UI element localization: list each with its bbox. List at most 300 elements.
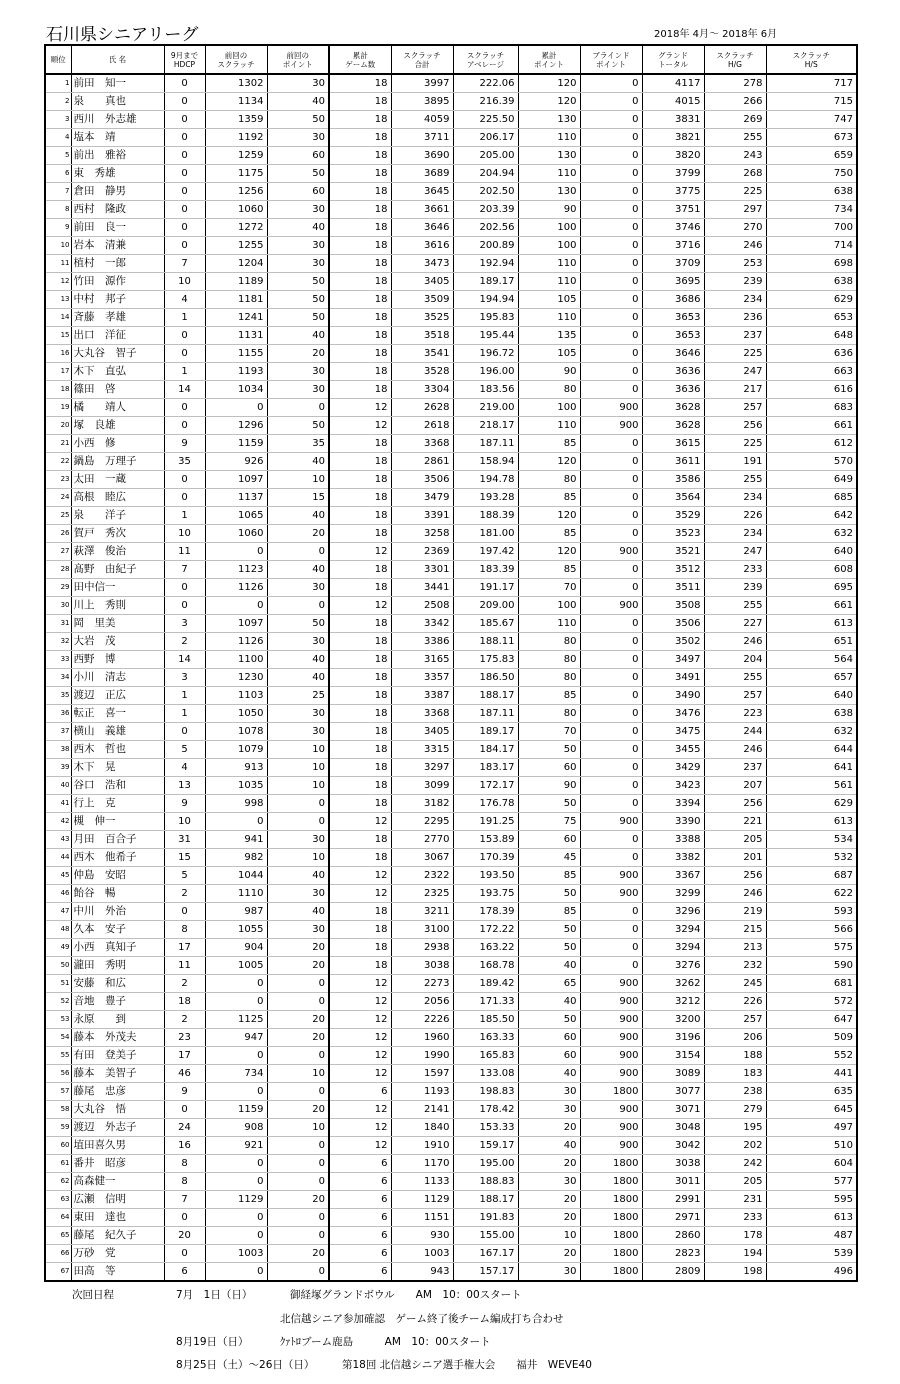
cell-prev-scratch: 0 [205, 1227, 267, 1245]
table-row [45, 903, 857, 921]
cell-high-series: 661 [766, 597, 857, 615]
cell-high-game: 201 [704, 849, 766, 867]
cell-prev-scratch: 1123 [205, 561, 267, 579]
table-row [45, 543, 857, 561]
cell-scratch-total: 3315 [391, 741, 453, 759]
cell-prev-points: 20 [267, 939, 329, 957]
cell-high-series: 552 [766, 1047, 857, 1065]
cell-scratch-total: 3387 [391, 687, 453, 705]
cell-prev-points: 40 [267, 219, 329, 237]
cell-rank: 33 [45, 651, 71, 669]
cell-rank: 51 [45, 975, 71, 993]
cell-prev-points: 30 [267, 633, 329, 651]
cell-high-game: 239 [704, 273, 766, 291]
cell-high-series: 695 [766, 579, 857, 597]
cell-rank: 21 [45, 435, 71, 453]
cell-player-name: 埴田喜久男 [71, 1137, 164, 1155]
cell-scratch-average: 168.78 [453, 957, 518, 975]
cell-total-points: 110 [518, 255, 580, 273]
cell-player-name: 木下 直弘 [71, 363, 164, 381]
cell-blind-points: 0 [580, 723, 642, 741]
cell-player-name: 中村 邦子 [71, 291, 164, 309]
cell-hdcp: 2 [164, 975, 205, 993]
cell-hdcp: 0 [164, 219, 205, 237]
table-row [45, 1011, 857, 1029]
cell-scratch-average: 178.39 [453, 903, 518, 921]
cell-scratch-average: 184.17 [453, 741, 518, 759]
cell-grand-total: 3821 [642, 129, 704, 147]
cell-grand-total: 3490 [642, 687, 704, 705]
cell-scratch-average: 157.17 [453, 1263, 518, 1282]
table-row [45, 705, 857, 723]
cell-prev-scratch: 1192 [205, 129, 267, 147]
cell-games: 18 [329, 309, 391, 327]
cell-scratch-total: 3479 [391, 489, 453, 507]
cell-blind-points: 0 [580, 849, 642, 867]
cell-games: 18 [329, 327, 391, 345]
cell-scratch-total: 2273 [391, 975, 453, 993]
cell-prev-scratch: 921 [205, 1137, 267, 1155]
cell-prev-points: 40 [267, 669, 329, 687]
cell-scratch-total: 3690 [391, 147, 453, 165]
cell-high-series: 509 [766, 1029, 857, 1047]
cell-hdcp: 0 [164, 327, 205, 345]
cell-blind-points: 900 [580, 1065, 642, 1083]
cell-player-name: 岩本 清兼 [71, 237, 164, 255]
cell-player-name: 転正 喜一 [71, 705, 164, 723]
cell-grand-total: 2823 [642, 1245, 704, 1263]
cell-hdcp: 0 [164, 165, 205, 183]
cell-hdcp: 8 [164, 921, 205, 939]
cell-scratch-average: 165.83 [453, 1047, 518, 1065]
cell-total-points: 10 [518, 1227, 580, 1245]
cell-rank: 1 [45, 74, 71, 93]
table-row [45, 525, 857, 543]
cell-scratch-total: 3182 [391, 795, 453, 813]
cell-prev-scratch: 1110 [205, 885, 267, 903]
cell-total-points: 20 [518, 1119, 580, 1137]
cell-games: 12 [329, 867, 391, 885]
cell-scratch-average: 181.00 [453, 525, 518, 543]
cell-grand-total: 3831 [642, 111, 704, 129]
cell-player-name: 大丸谷 悟 [71, 1101, 164, 1119]
cell-scratch-average: 202.56 [453, 219, 518, 237]
cell-hdcp: 11 [164, 957, 205, 975]
cell-rank: 13 [45, 291, 71, 309]
cell-hdcp: 16 [164, 1137, 205, 1155]
cell-prev-scratch: 1181 [205, 291, 267, 309]
cell-blind-points: 900 [580, 1011, 642, 1029]
cell-scratch-average: 187.11 [453, 435, 518, 453]
cell-rank: 22 [45, 453, 71, 471]
cell-high-series: 622 [766, 885, 857, 903]
cell-total-points: 120 [518, 453, 580, 471]
cell-total-points: 50 [518, 885, 580, 903]
cell-scratch-average: 155.00 [453, 1227, 518, 1245]
table-body [45, 74, 857, 1281]
cell-high-game: 205 [704, 1173, 766, 1191]
cell-prev-scratch: 1005 [205, 957, 267, 975]
cell-games: 18 [329, 201, 391, 219]
cell-scratch-total: 3518 [391, 327, 453, 345]
cell-player-name: 木下 晃 [71, 759, 164, 777]
cell-games: 18 [329, 74, 391, 93]
cell-blind-points: 0 [580, 939, 642, 957]
cell-rank: 23 [45, 471, 71, 489]
cell-prev-points: 50 [267, 111, 329, 129]
cell-high-series: 698 [766, 255, 857, 273]
cell-rank: 53 [45, 1011, 71, 1029]
cell-high-series: 685 [766, 489, 857, 507]
cell-high-series: 595 [766, 1191, 857, 1209]
cell-games: 18 [329, 93, 391, 111]
cell-grand-total: 3455 [642, 741, 704, 759]
cell-prev-scratch: 734 [205, 1065, 267, 1083]
cell-hdcp: 10 [164, 273, 205, 291]
cell-rank: 38 [45, 741, 71, 759]
cell-grand-total: 2971 [642, 1209, 704, 1227]
cell-games: 18 [329, 723, 391, 741]
cell-prev-scratch: 904 [205, 939, 267, 957]
cell-high-series: 575 [766, 939, 857, 957]
cell-total-points: 135 [518, 327, 580, 345]
cell-high-game: 213 [704, 939, 766, 957]
cell-total-points: 105 [518, 291, 580, 309]
cell-hdcp: 0 [164, 1209, 205, 1227]
cell-total-points: 85 [518, 903, 580, 921]
cell-rank: 19 [45, 399, 71, 417]
cell-rank: 56 [45, 1065, 71, 1083]
cell-high-game: 247 [704, 363, 766, 381]
cell-high-series: 715 [766, 93, 857, 111]
cell-hdcp: 7 [164, 1191, 205, 1209]
cell-grand-total: 3506 [642, 615, 704, 633]
cell-total-points: 45 [518, 849, 580, 867]
cell-high-series: 717 [766, 74, 857, 93]
cell-prev-points: 30 [267, 579, 329, 597]
cell-total-points: 60 [518, 831, 580, 849]
cell-player-name: 高森健一 [71, 1173, 164, 1191]
cell-blind-points: 0 [580, 345, 642, 363]
cell-prev-points: 50 [267, 615, 329, 633]
cell-high-game: 195 [704, 1119, 766, 1137]
cell-hdcp: 4 [164, 759, 205, 777]
cell-prev-points: 0 [267, 1155, 329, 1173]
cell-hdcp: 0 [164, 399, 205, 417]
cell-games: 18 [329, 129, 391, 147]
cell-prev-points: 20 [267, 957, 329, 975]
table-row [45, 219, 857, 237]
cell-hdcp: 3 [164, 615, 205, 633]
cell-total-points: 80 [518, 471, 580, 489]
cell-high-series: 683 [766, 399, 857, 417]
cell-grand-total: 3294 [642, 921, 704, 939]
cell-grand-total: 3394 [642, 795, 704, 813]
table-row [45, 147, 857, 165]
cell-high-game: 237 [704, 759, 766, 777]
cell-hdcp: 7 [164, 561, 205, 579]
cell-player-name: 音地 豊子 [71, 993, 164, 1011]
cell-prev-points: 20 [267, 1101, 329, 1119]
cell-total-points: 110 [518, 417, 580, 435]
cell-high-game: 246 [704, 885, 766, 903]
cell-scratch-total: 2325 [391, 885, 453, 903]
header-total-points: 累計 ポイント [518, 45, 580, 74]
cell-games: 12 [329, 597, 391, 615]
schedule-date-1: 7月 1日（日） [176, 1289, 253, 1301]
cell-scratch-average: 203.39 [453, 201, 518, 219]
cell-prev-points: 15 [267, 489, 329, 507]
cell-blind-points: 1800 [580, 1083, 642, 1101]
cell-player-name: 藤本 外茂夫 [71, 1029, 164, 1047]
cell-prev-points: 0 [267, 597, 329, 615]
cell-scratch-average: 153.89 [453, 831, 518, 849]
cell-prev-points: 50 [267, 291, 329, 309]
cell-prev-scratch: 1296 [205, 417, 267, 435]
schedule-label: 次回日程 [72, 1289, 114, 1301]
cell-blind-points: 900 [580, 867, 642, 885]
cell-hdcp: 1 [164, 687, 205, 705]
cell-blind-points: 0 [580, 507, 642, 525]
cell-high-game: 178 [704, 1227, 766, 1245]
cell-games: 18 [329, 147, 391, 165]
cell-prev-points: 50 [267, 165, 329, 183]
cell-total-points: 130 [518, 147, 580, 165]
cell-scratch-average: 209.00 [453, 597, 518, 615]
cell-high-series: 564 [766, 651, 857, 669]
table-row [45, 1047, 857, 1065]
cell-prev-scratch: 1131 [205, 327, 267, 345]
cell-player-name: 行上 克 [71, 795, 164, 813]
cell-total-points: 80 [518, 633, 580, 651]
cell-player-name: 橘 靖人 [71, 399, 164, 417]
cell-player-name: 有田 登美子 [71, 1047, 164, 1065]
cell-prev-scratch: 1050 [205, 705, 267, 723]
cell-scratch-average: 206.17 [453, 129, 518, 147]
cell-player-name: 萩澤 俊治 [71, 543, 164, 561]
table-row [45, 813, 857, 831]
cell-rank: 62 [45, 1173, 71, 1191]
cell-prev-scratch: 0 [205, 1155, 267, 1173]
cell-games: 6 [329, 1191, 391, 1209]
cell-hdcp: 2 [164, 885, 205, 903]
cell-high-game: 279 [704, 1101, 766, 1119]
cell-games: 18 [329, 903, 391, 921]
cell-hdcp: 0 [164, 129, 205, 147]
cell-player-name: 泉 真也 [71, 93, 164, 111]
cell-total-points: 65 [518, 975, 580, 993]
cell-high-game: 255 [704, 129, 766, 147]
cell-scratch-total: 3646 [391, 219, 453, 237]
cell-prev-points: 40 [267, 867, 329, 885]
cell-total-points: 80 [518, 705, 580, 723]
cell-scratch-average: 192.94 [453, 255, 518, 273]
cell-high-series: 700 [766, 219, 857, 237]
cell-high-game: 202 [704, 1137, 766, 1155]
cell-high-game: 237 [704, 327, 766, 345]
table-row [45, 1227, 857, 1245]
cell-hdcp: 13 [164, 777, 205, 795]
table-row [45, 1191, 857, 1209]
cell-prev-points: 0 [267, 1227, 329, 1245]
cell-total-points: 130 [518, 183, 580, 201]
cell-hdcp: 46 [164, 1065, 205, 1083]
cell-total-points: 30 [518, 1101, 580, 1119]
cell-scratch-total: 3165 [391, 651, 453, 669]
cell-blind-points: 1800 [580, 1263, 642, 1282]
cell-hdcp: 1 [164, 309, 205, 327]
cell-rank: 63 [45, 1191, 71, 1209]
cell-player-name: 塚 良雄 [71, 417, 164, 435]
cell-grand-total: 3628 [642, 399, 704, 417]
table-row [45, 363, 857, 381]
cell-scratch-total: 3038 [391, 957, 453, 975]
cell-total-points: 90 [518, 777, 580, 795]
cell-high-series: 636 [766, 345, 857, 363]
cell-scratch-total: 3067 [391, 849, 453, 867]
cell-grand-total: 3564 [642, 489, 704, 507]
cell-rank: 52 [45, 993, 71, 1011]
cell-high-series: 593 [766, 903, 857, 921]
cell-high-game: 204 [704, 651, 766, 669]
schedule-date-3: 8月19日（日） [176, 1336, 249, 1348]
cell-scratch-average: 219.00 [453, 399, 518, 417]
cell-hdcp: 14 [164, 381, 205, 399]
cell-scratch-average: 194.78 [453, 471, 518, 489]
table-row [45, 255, 857, 273]
cell-prev-points: 40 [267, 561, 329, 579]
schedule-text-1: 御経塚グランドボウル AM 10：00スタート [290, 1289, 522, 1301]
cell-games: 12 [329, 885, 391, 903]
cell-total-points: 60 [518, 1047, 580, 1065]
cell-prev-points: 30 [267, 723, 329, 741]
schedule-date-4: 8月25日（土）～26日（日） [176, 1359, 315, 1371]
cell-high-game: 219 [704, 903, 766, 921]
cell-prev-scratch: 1255 [205, 237, 267, 255]
cell-prev-scratch: 1055 [205, 921, 267, 939]
cell-total-points: 20 [518, 1191, 580, 1209]
cell-blind-points: 0 [580, 579, 642, 597]
cell-games: 12 [329, 417, 391, 435]
cell-grand-total: 3646 [642, 345, 704, 363]
cell-high-game: 256 [704, 867, 766, 885]
cell-rank: 7 [45, 183, 71, 201]
cell-grand-total: 4117 [642, 74, 704, 93]
cell-rank: 39 [45, 759, 71, 777]
cell-blind-points: 0 [580, 957, 642, 975]
cell-scratch-average: 195.00 [453, 1155, 518, 1173]
cell-games: 12 [329, 1011, 391, 1029]
cell-hdcp: 0 [164, 237, 205, 255]
cell-scratch-total: 930 [391, 1227, 453, 1245]
cell-high-series: 608 [766, 561, 857, 579]
cell-high-series: 572 [766, 993, 857, 1011]
cell-scratch-average: 196.00 [453, 363, 518, 381]
cell-prev-scratch: 1256 [205, 183, 267, 201]
cell-prev-points: 40 [267, 327, 329, 345]
cell-rank: 48 [45, 921, 71, 939]
cell-scratch-total: 1133 [391, 1173, 453, 1191]
cell-scratch-average: 189.17 [453, 273, 518, 291]
cell-player-name: 倉田 静男 [71, 183, 164, 201]
cell-games: 18 [329, 453, 391, 471]
cell-games: 18 [329, 561, 391, 579]
cell-scratch-total: 1003 [391, 1245, 453, 1263]
cell-scratch-average: 191.25 [453, 813, 518, 831]
cell-high-game: 257 [704, 1011, 766, 1029]
cell-prev-scratch: 1097 [205, 471, 267, 489]
table-row [45, 381, 857, 399]
cell-rank: 15 [45, 327, 71, 345]
cell-rank: 50 [45, 957, 71, 975]
cell-total-points: 40 [518, 1137, 580, 1155]
table-row [45, 237, 857, 255]
cell-high-game: 266 [704, 93, 766, 111]
cell-high-game: 226 [704, 507, 766, 525]
cell-hdcp: 2 [164, 633, 205, 651]
table-row [45, 759, 857, 777]
cell-total-points: 120 [518, 93, 580, 111]
cell-player-name: 久本 安子 [71, 921, 164, 939]
cell-blind-points: 0 [580, 327, 642, 345]
cell-blind-points: 900 [580, 1101, 642, 1119]
table-row [45, 687, 857, 705]
cell-total-points: 80 [518, 651, 580, 669]
cell-scratch-average: 222.06 [453, 74, 518, 93]
cell-grand-total: 4015 [642, 93, 704, 111]
cell-high-series: 638 [766, 183, 857, 201]
cell-blind-points: 0 [580, 201, 642, 219]
cell-high-game: 205 [704, 831, 766, 849]
cell-high-game: 226 [704, 993, 766, 1011]
cell-hdcp: 8 [164, 1173, 205, 1191]
cell-scratch-average: 178.42 [453, 1101, 518, 1119]
cell-games: 18 [329, 273, 391, 291]
cell-scratch-average: 188.39 [453, 507, 518, 525]
cell-prev-points: 0 [267, 795, 329, 813]
cell-player-name: 藤尾 紀久子 [71, 1227, 164, 1245]
cell-high-series: 577 [766, 1173, 857, 1191]
cell-scratch-total: 1840 [391, 1119, 453, 1137]
cell-player-name: 西木 哲也 [71, 741, 164, 759]
cell-hdcp: 5 [164, 867, 205, 885]
cell-scratch-total: 2618 [391, 417, 453, 435]
cell-hdcp: 20 [164, 1227, 205, 1245]
table-row [45, 1173, 857, 1191]
cell-grand-total: 3615 [642, 435, 704, 453]
cell-blind-points: 0 [580, 93, 642, 111]
cell-blind-points: 0 [580, 525, 642, 543]
cell-prev-scratch: 1137 [205, 489, 267, 507]
cell-games: 18 [329, 939, 391, 957]
cell-high-series: 590 [766, 957, 857, 975]
cell-blind-points: 0 [580, 759, 642, 777]
cell-scratch-average: 185.50 [453, 1011, 518, 1029]
cell-hdcp: 0 [164, 579, 205, 597]
cell-high-series: 659 [766, 147, 857, 165]
cell-prev-points: 30 [267, 885, 329, 903]
cell-rank: 43 [45, 831, 71, 849]
cell-prev-scratch: 1126 [205, 579, 267, 597]
cell-games: 18 [329, 615, 391, 633]
table-row [45, 507, 857, 525]
cell-scratch-total: 3301 [391, 561, 453, 579]
cell-rank: 64 [45, 1209, 71, 1227]
cell-player-name: 植村 一郎 [71, 255, 164, 273]
cell-prev-scratch: 987 [205, 903, 267, 921]
cell-hdcp: 3 [164, 669, 205, 687]
cell-games: 18 [329, 741, 391, 759]
